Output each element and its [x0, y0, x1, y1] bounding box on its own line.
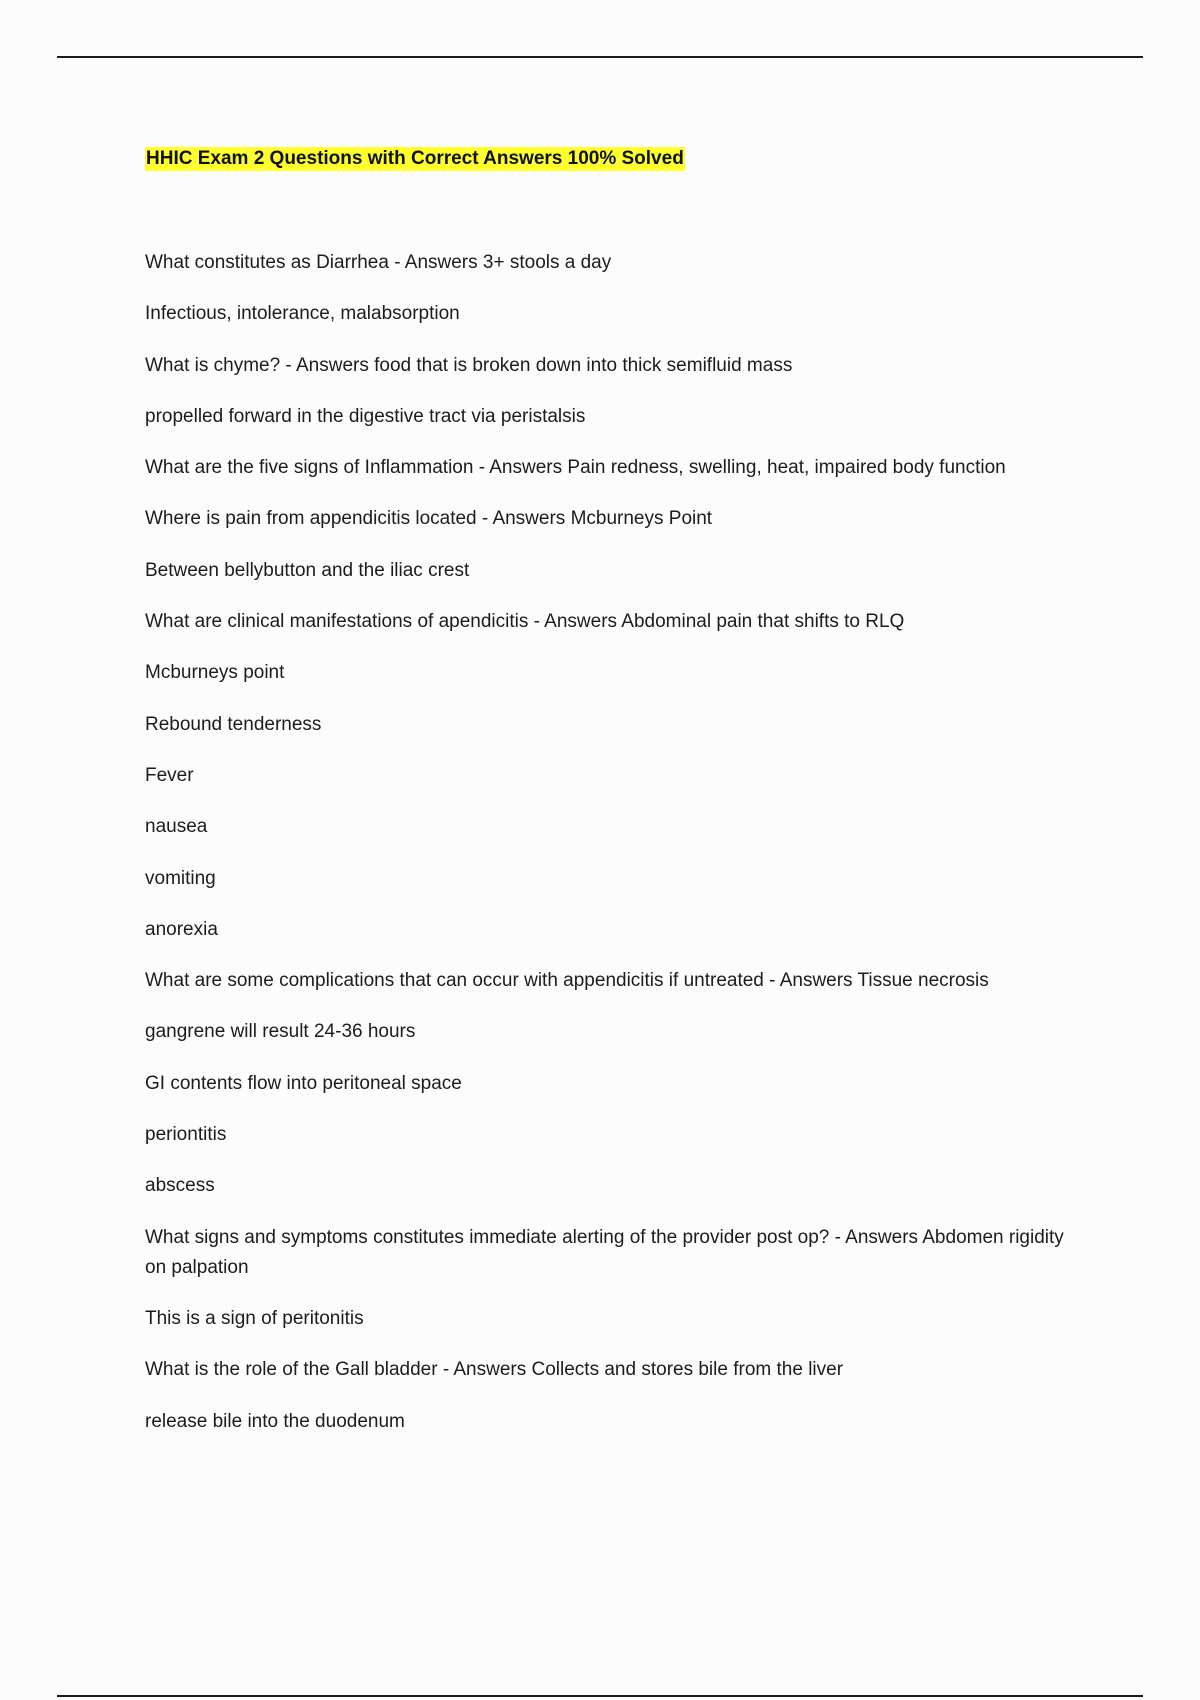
list-item: Rebound tenderness [145, 713, 322, 735]
bottom-rule [57, 1695, 1143, 1697]
list-item: GI contents flow into peritoneal space [145, 1072, 462, 1094]
list-item: Mcburneys point [145, 662, 285, 684]
document-title: HHIC Exam 2 Questions with Correct Answers 100% Solved [146, 148, 684, 169]
list-item: What are clinical manifestations of apendicitis - Answers Abdominal pain that shifts to RLQ [145, 611, 905, 633]
list-item: release bile into the duodenum [145, 1410, 405, 1432]
top-rule [57, 56, 1143, 58]
list-item: What signs and symptoms constitutes immediate alerting of the provider post op? - Answers Abdomen rigidity on palpation [145, 1226, 1064, 1278]
list-item: Infectious, intolerance, malabsorption [145, 303, 460, 325]
list-item: What is the role of the Gall bladder - Answers Collects and stores bile from the liver [145, 1359, 844, 1381]
list-item: Between bellybutton and the iliac crest [145, 559, 470, 581]
list-item: nausea [145, 816, 208, 838]
list-item: vomiting [145, 867, 216, 889]
document-title-block [145, 145, 685, 174]
list-item: What is chyme? - Answers food that is broken down into thick semifluid mass [145, 354, 793, 376]
list-item: This is a sign of peritonitis [145, 1307, 364, 1329]
list-item: Fever [145, 764, 194, 786]
list-item: abscess [145, 1175, 215, 1197]
list-item: gangrene will result 24-36 hours [145, 1021, 416, 1043]
list-item: propelled forward in the digestive tract via peristalsis [145, 405, 586, 427]
list-item: Where is pain from appendicitis located - Answers Mcburneys Point [145, 508, 713, 530]
list-item: anorexia [145, 918, 218, 940]
list-item: What are the five signs of Inflammation - Answers Pain redness, swelling, heat, impaired body function [145, 457, 1006, 479]
list-item: What are some complications that can occur with appendicitis if untreated - Answers Tissue necrosis [145, 970, 989, 992]
list-item: periontitis [145, 1124, 227, 1146]
question-answer-list [145, 248, 1085, 1458]
list-item: What constitutes as Diarrhea - Answers 3+ stools a day [145, 252, 612, 273]
